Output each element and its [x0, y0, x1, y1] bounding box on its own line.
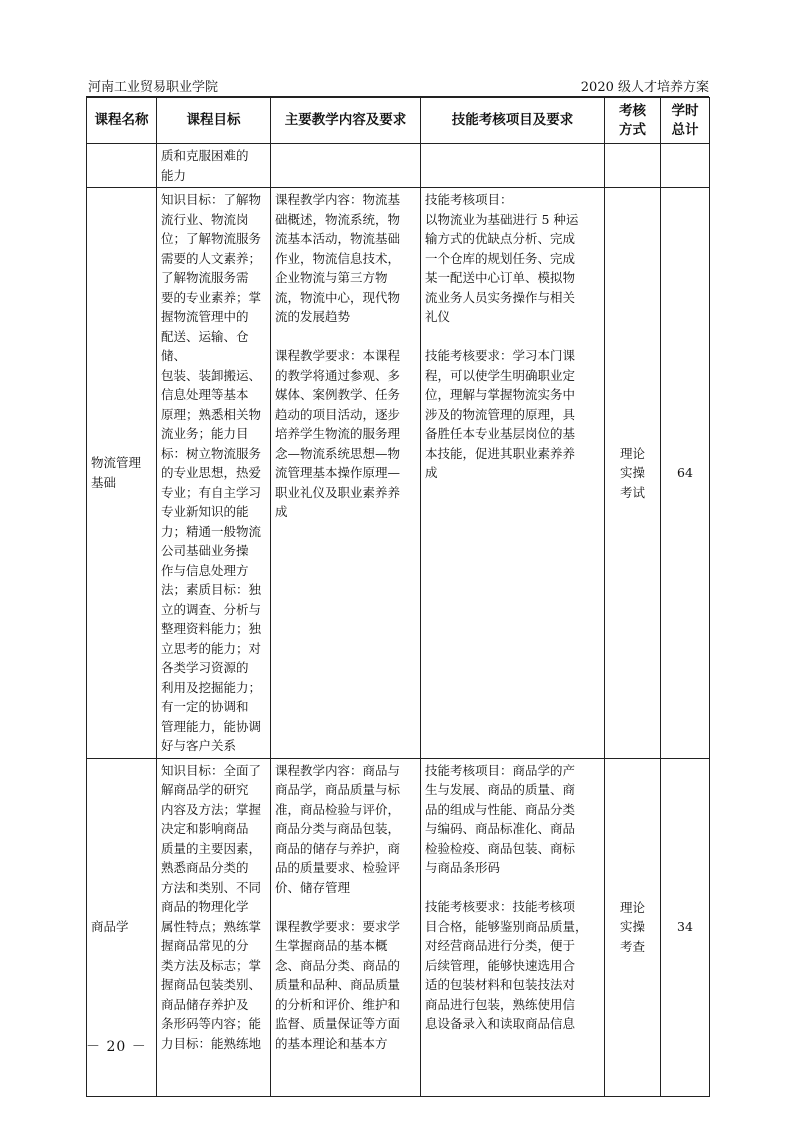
teaching-content-cell — [271, 758, 421, 1096]
total-hours-cell: 34 — [661, 758, 710, 1096]
column-header-course-goal: 课程目标 — [157, 98, 271, 144]
assessment-method-cell: 理论 实操 考查 — [605, 758, 661, 1096]
course-table — [86, 97, 710, 1097]
skill-assessment-cell — [421, 758, 605, 1096]
header-school-name: 河南工业贸易职业学院 — [88, 80, 219, 95]
column-header-total-hours: 学时 总计 — [661, 98, 710, 144]
course-goal-cell: 知识目标：了解物 流行业、物流岗 位；了解物流服务 需要的人文素养； 了解物流服务需 要的专业素养；掌 握物流管理中的 配送、运输、仓储、 包装、装卸搬运、 信息处理等基本 原理；熟悉相关物 流业务；能力目 标：树立物流服务 的专业思想，热爱 专业；有自主学习 专业新知识的能 力；精通一般物流 公司基础业务操 作与信息处理方 法；素质目标：独 立的调查、分析与 整理资料能力；独 立思考的能力；对 各类学习资源的 利用及挖掘能力； 有一定的协调和 管理能力，能协调 好与客户关系 — [157, 188, 271, 759]
course-name-cell: 物流管理 基础 — [87, 188, 157, 759]
teaching-content-text: 课程教学内容：物流基 础概述，物流系统，物 流基本活动，物流基础 作业，物流信息技术， 企业物流与第三方物 流，物流中心，现代物 流的发展趋势 — [275, 192, 401, 324]
teaching-content-cell — [271, 144, 421, 188]
teaching-requirement-text: 课程教学要求：要求学 生掌握商品的基本概 念、商品分类、商品的 质量和品种、商品质量 的分析和评价、维护和 监督、质量保证等方面 的基本理论和基本方 — [275, 918, 401, 1051]
column-header-course-name: 课程名称 — [87, 98, 157, 144]
total-hours-cell: 64 — [661, 188, 710, 759]
skill-requirement-text: 技能考核要求：学习本门课 程，可以使学生明确职业定 位，理解与掌握物流实务中 涉及的物流管理的原理，具 备胜任本专业基层岗位的基 本技能，促进其职业素养养 成 — [425, 348, 576, 480]
course-name-cell: 商品学 — [87, 758, 157, 1096]
total-hours-cell — [661, 144, 710, 188]
table-row — [87, 758, 710, 1096]
table-row — [87, 188, 710, 759]
column-header-assessment-method: 考核 方式 — [605, 98, 661, 144]
table-header-row — [87, 98, 710, 144]
column-header-teaching-content: 主要教学内容及要求 — [271, 98, 421, 144]
teaching-content-text: 课程教学内容：商品与 商品学，商品质量与标 准，商品检验与评价， 商品分类与商品包装， 商品的储存与养护，商 品的质量要求、检验评 价、储存管理 — [275, 762, 401, 895]
skill-item-text: 技能考核项目： 以物流业为基础进行 5 种运 输方式的优缺点分析、完成 一个仓库的规划任务、完成 某一配送中心订单、模拟物 流业务人员实务操作与相关 礼仪 — [425, 192, 579, 324]
course-goal-cell: 知识目标：全面了 解商品学的研究 内容及方法；掌握 决定和影响商品 质量的主要因素， 熟悉商品分类的 方法和类别、不同 商品的物理化学 属性特点；熟练掌 握商品常见的分 类方法及标志；掌 握商品包装类别、 商品储存养护及 条形码等内容；能 力目标：能熟练地 — [157, 758, 271, 1096]
teaching-content-cell — [271, 188, 421, 759]
course-goal-cell: 质和克服困难的 能力 — [157, 144, 271, 188]
skill-assessment-cell — [421, 188, 605, 759]
assessment-method-cell — [605, 144, 661, 188]
column-header-skill-assessment: 技能考核项目及要求 — [421, 98, 605, 144]
skill-assessment-cell — [421, 144, 605, 188]
table-row — [87, 144, 710, 188]
skill-requirement-text: 技能考核要求：技能考核项 目合格，能够鉴别商品质量， 对经营商品进行分类，便于 后续管理，能够快速选用合 适的包装材料和包装技法对 商品进行包装，熟练使用信 息设备录入和读取商品信息 — [425, 899, 588, 1031]
header-plan-title: 2020 级人才培养方案 — [580, 80, 709, 95]
skill-item-text: 技能考核项目：商品学的产 生与发展、商品的质量、商 品的组成与性能、商品分类 与编码、商品标准化、商品 检验检疫、商品包装、商标 与商品条形码 — [425, 762, 576, 875]
course-name-cell — [87, 144, 157, 188]
assessment-method-cell: 理论 实操 考试 — [605, 188, 661, 759]
teaching-requirement-text: 课程教学要求：本课程 的教学将通过参观、多 媒体、案例教学、任务 趋动的项目活动，逐步 培养学生物流的服务理 念—物流系统思想—物 流管理基本操作原理— 职业礼仪及职业素养养 成 — [275, 348, 401, 519]
page-number: － 20 － — [86, 1039, 147, 1055]
